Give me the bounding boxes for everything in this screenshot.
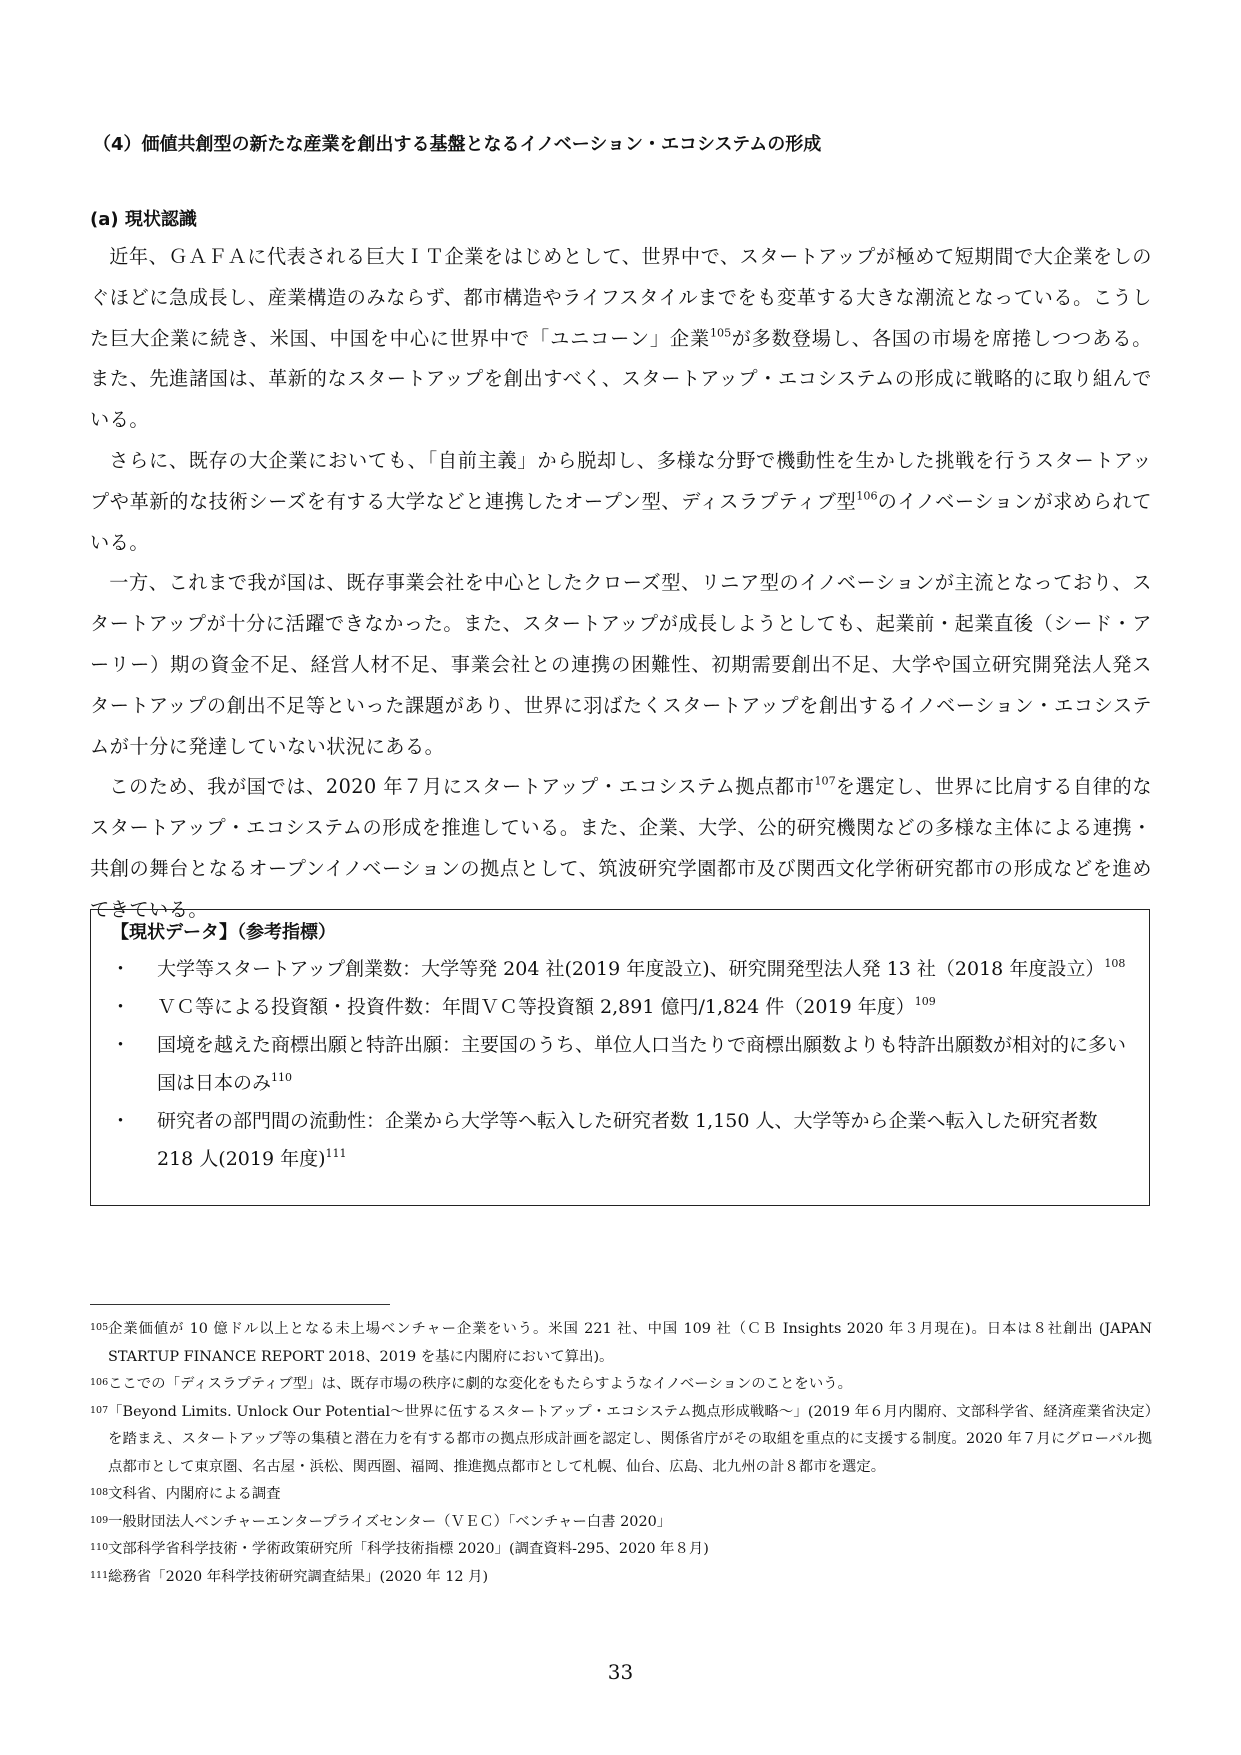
- footnote-text: 企業価値が 10 億ドル以上となる未上場ベンチャー企業をいう。米国 221 社、中国 109 社（ＣＢ Insights 2020 年３月現在)。日本は８社創出 (JAPAN STARTUP FINANCE REPORT 2018、2019 を基に内閣府において算出)。: [108, 1321, 1152, 1365]
- footnote-number: 107: [90, 1404, 109, 1416]
- list-item-text: 国境を越えた商標出願と特許出願：主要国のうち、単位人口当たりで商標出願数よりも特許出願数が相対的に多い国は日本のみ: [157, 1034, 1127, 1094]
- data-list: [111, 950, 1139, 1178]
- current-data-box: [90, 909, 1150, 1206]
- footnote-ref[interactable]: 106: [856, 489, 878, 503]
- paragraph: [90, 237, 1152, 441]
- footnote-number: 105: [90, 1322, 109, 1333]
- paragraph-text: のイノベーションが求められている。: [90, 489, 1152, 554]
- footnote-text: 文部科学省科学技術・学術政策研究所「科学技術指標 2020」(調査資料-295、2020 年８月): [108, 1541, 709, 1557]
- paragraph-text: さらに、既存の大企業においても、「自前主義」から脱却し、多様な分野で機動性を生かした挑戦を行うスタートアップや革新的な技術シーズを有する大学などと連携したオープン型、ディスラプティブ型: [90, 448, 1152, 513]
- section-heading: （4）価値共創型の新たな産業を創出する基盤となるイノベーション・エコシステムの形成: [93, 134, 822, 155]
- footnote: [90, 1481, 1152, 1509]
- list-item: [111, 988, 1139, 1026]
- paragraph-text: 近年、ＧＡＦＡに代表される巨大ＩＴ企業をはじめとして、世界中で、スタートアップが極めて短期間で大企業をしのぐほどに急成長し、産業構造のみならず、都市構造やライフスタイルまでをも変革する大きな潮流となっている。こうした巨大企業に続き、米国、中国を中心に世界中で「ユニコーン」企業: [90, 245, 1152, 350]
- footnote-text: 「Beyond Limits. Unlock Our Potential～世界に伍するスタートアップ・エコシステム拠点形成戦略～」(2019 年６月内閣府、文部科学省、経済産業省決定）を踏まえ、スタートアップ等の集積と潜在力を有する都市の拠点形成計画を認定し、関係省庁がその取組を重点的に支援する制度。2020 年７月にグローバル拠点都市として東京圏、名古屋・浜松、関西圏、福岡、推進拠点都市として札幌、仙台、広島、北九州の計８都市を選定。: [108, 1403, 1152, 1475]
- bullet-icon: ・: [111, 1034, 131, 1056]
- footnote-number: 106: [90, 1377, 109, 1388]
- footnote-text: ここでの「ディスラプティブ型」は、既存市場の秩序に劇的な変化をもたらすようなイノベーションのことをいう。: [108, 1376, 852, 1392]
- body-text: [90, 237, 1152, 931]
- paragraph-text: 一方、これまで我が国は、既存事業会社を中心としたクローズ型、リニア型のイノベーションが主流となっており、スタートアップが十分に活躍できなかった。また、スタートアップが成長しようとしても、起業前・起業直後（シード・アーリー）期の資金不足、経営人材不足、事業会社との連携の困難性、初期需要創出不足、大学や国立研究開発法人発スタートアップの創出不足等といった課題があり、世界に羽ばたくスタートアップを創出するイノベーション・エコシステムが十分に発達していない状況にある。: [90, 571, 1152, 758]
- footnote: [90, 1509, 1152, 1537]
- page-number: 33: [607, 1660, 634, 1684]
- footnote-ref[interactable]: 107: [814, 775, 836, 789]
- footnote-number: 109: [90, 1514, 109, 1526]
- list-item-text: 研究者の部門間の流動性：企業から大学等へ転入した研究者数 1,150 人、大学等から企業へ転入した研究者数 218 人(2019 年度): [157, 1110, 1098, 1170]
- footnote-text: 一般財団法人ベンチャーエンタープライズセンター（ＶＥＣ）「ベンチャー白書 2020」: [108, 1513, 672, 1530]
- list-item: [111, 1026, 1139, 1102]
- bullet-icon: ・: [111, 996, 131, 1018]
- footnote-divider: [90, 1304, 390, 1305]
- list-item-text: 大学等スタートアップ創業数：大学等発 204 社(2019 年度設立)、研究開発型法人発 13 社（2018 年度設立）: [157, 958, 1105, 980]
- paragraph: [90, 563, 1152, 767]
- paragraph: [90, 767, 1152, 930]
- subsection-heading: (a) 現状認識: [90, 209, 197, 230]
- footnotes: [90, 1316, 1152, 1591]
- list-item-text: ＶＣ等による投資額・投資件数：年間ＶＣ等投資額 2,891 億円/1,824 件（2019 年度）: [157, 996, 915, 1018]
- footnote-number: 110: [90, 1542, 109, 1553]
- footnote: [90, 1399, 1152, 1482]
- footnote-text: 総務省「2020 年科学技術研究調査結果」(2020 年 12 月): [108, 1568, 489, 1585]
- footnote-ref[interactable]: 108: [1104, 956, 1126, 970]
- footnote-text: 文科省、内閣府による調査: [108, 1486, 281, 1502]
- paragraph-text: このため、我が国では、2020 年７月にスタートアップ・エコシステム拠点都市: [109, 775, 815, 799]
- footnote-ref[interactable]: 105: [709, 326, 732, 340]
- bullet-icon: ・: [111, 1110, 131, 1132]
- paragraph: [90, 441, 1152, 563]
- footnote-number: 111: [90, 1569, 109, 1581]
- footnote-ref[interactable]: 111: [325, 1146, 347, 1160]
- footnote: [90, 1536, 1152, 1564]
- footnote-ref[interactable]: 109: [914, 994, 936, 1008]
- data-box-title: 【現状データ】（参考指標）: [111, 922, 336, 943]
- bullet-icon: ・: [111, 958, 131, 980]
- footnote-number: 108: [90, 1487, 109, 1498]
- paragraph-text: が多数登場し、各国の市場を席捲しつつある。また、先進諸国は、革新的なスタートアップを創出すべく、スタートアップ・エコシステムの形成に戦略的に取り組んでいる。: [90, 326, 1152, 432]
- footnote: [90, 1371, 1152, 1399]
- list-item: [111, 950, 1139, 988]
- footnote-ref[interactable]: 110: [271, 1070, 293, 1084]
- footnote: [90, 1564, 1152, 1592]
- list-item: [111, 1102, 1139, 1178]
- paragraph-text: を選定し、世界に比肩する自律的なスタートアップ・エコシステムの形成を推進している。また、企業、大学、公的研究機関などの多様な主体による連携・共創の舞台となるオープンイノベーションの拠点として、筑波研究学園都市及び関西文化学術研究都市の形成などを進めてきている。: [90, 775, 1153, 921]
- footnote: [90, 1316, 1152, 1371]
